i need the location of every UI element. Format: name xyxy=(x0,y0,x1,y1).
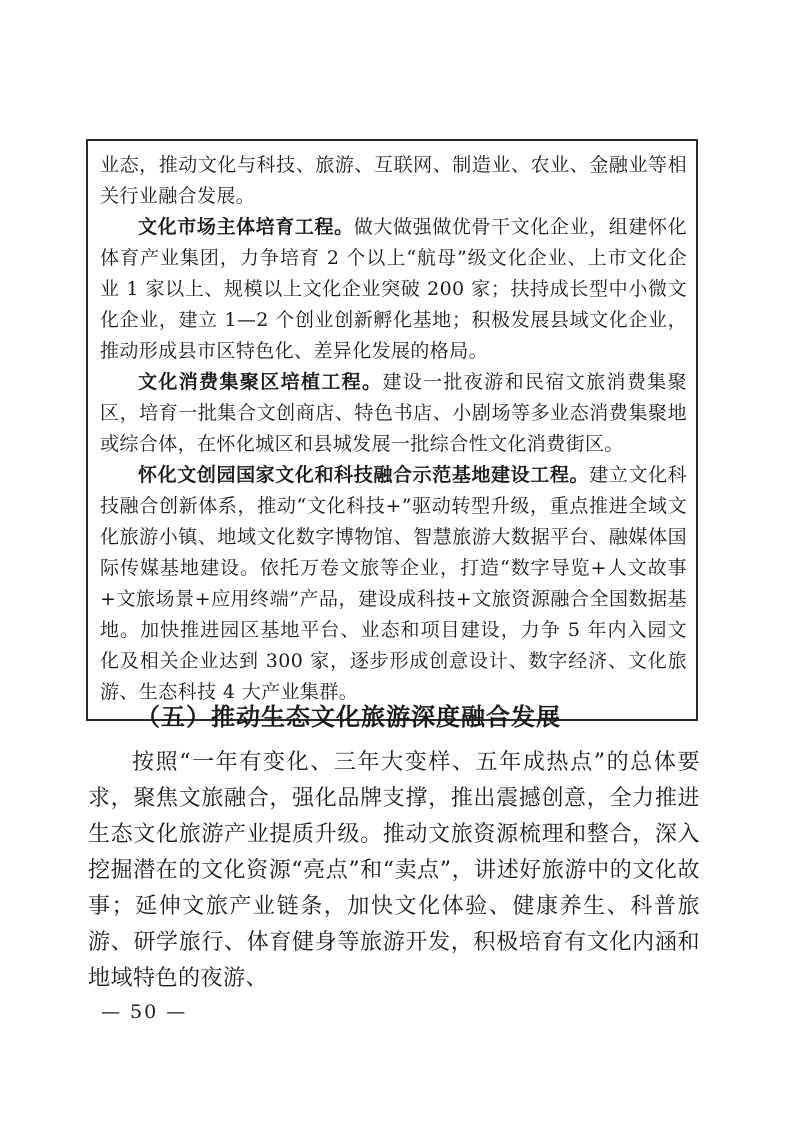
key-projects-box xyxy=(86,139,698,721)
paragraph-lead: 文化市场主体培育工程。 xyxy=(138,217,354,238)
box-paragraph-market-cultivation xyxy=(100,212,687,367)
box-paragraph-demo-base xyxy=(100,460,687,708)
paragraph-text: 做大做强做优骨干文化企业，组建怀化体育产业集团，力争培育 2 个以上“航母”级文化企业、上市文化企业 1 家以上、规模以上文化企业突破 200 家；扶持成长型中小微文化企业，建立 1—2 个创业创新孵化基地；积极发展县域文化企业，推动形成县市区特色化、差异化发展的格局。 xyxy=(100,216,687,362)
page-number: — 50 — xyxy=(101,1001,188,1023)
section-body-paragraph: 按照“一年有变化、三年大变样、五年成热点”的总体要求，聚焦文旅融合，强化品牌支撑，推出震撼创意，全力推进生态文化旅游产业提质升级。推动文旅资源梳理和整合，深入挖掘潜在的文化资源“亮点”和“卖点”，讲述好旅游中的文化故事；延伸文旅产业链条，加快文化体验、健康养生、科普旅游、研学旅行、体育健身等旅游开发，积极培育有文化内涵和地域特色的夜游、 xyxy=(88,750,700,991)
paragraph-text: 建设一批夜游和民宿文旅消费集聚区，培育一批集合文创商店、特色书店、小剧场等多业态消费集聚地或综合体，在怀化城区和县城发展一批综合性文化消费街区。 xyxy=(100,371,687,455)
paragraph-text: 业态，推动文化与科技、旅游、互联网、制造业、农业、金融业等相关行业融合发展。 xyxy=(100,154,687,207)
box-paragraph-continuation xyxy=(100,150,687,212)
paragraph-text: 建立文化科技融合创新体系，推动“文化科技+”驱动转型升级，重点推进全域文化旅游小镇、地域文化数字博物馆、智慧旅游大数据平台、融媒体国际传媒基地建设。依托万卷文旅等企业，打造“数字导览+人文故事+文旅场景+应用终端”产品，建设成科技+文旅资源融合全国数据基地。加快推进园区基地平台、业态和项目建设，力争 5 年内入园文化及相关企业达到 300 家，逐步形成创意设计、数字经济、文化旅游、生态科技 4 大产业集群。 xyxy=(100,464,687,703)
paragraph-lead: 怀化文创园国家文化和科技融合示范基地建设工程。 xyxy=(138,465,590,486)
box-paragraph-consumption-cluster xyxy=(100,367,687,460)
paragraph-lead: 文化消费集聚区培植工程。 xyxy=(138,372,383,393)
section-heading: （五）推动生态文化旅游深度融合发展 xyxy=(136,704,561,731)
